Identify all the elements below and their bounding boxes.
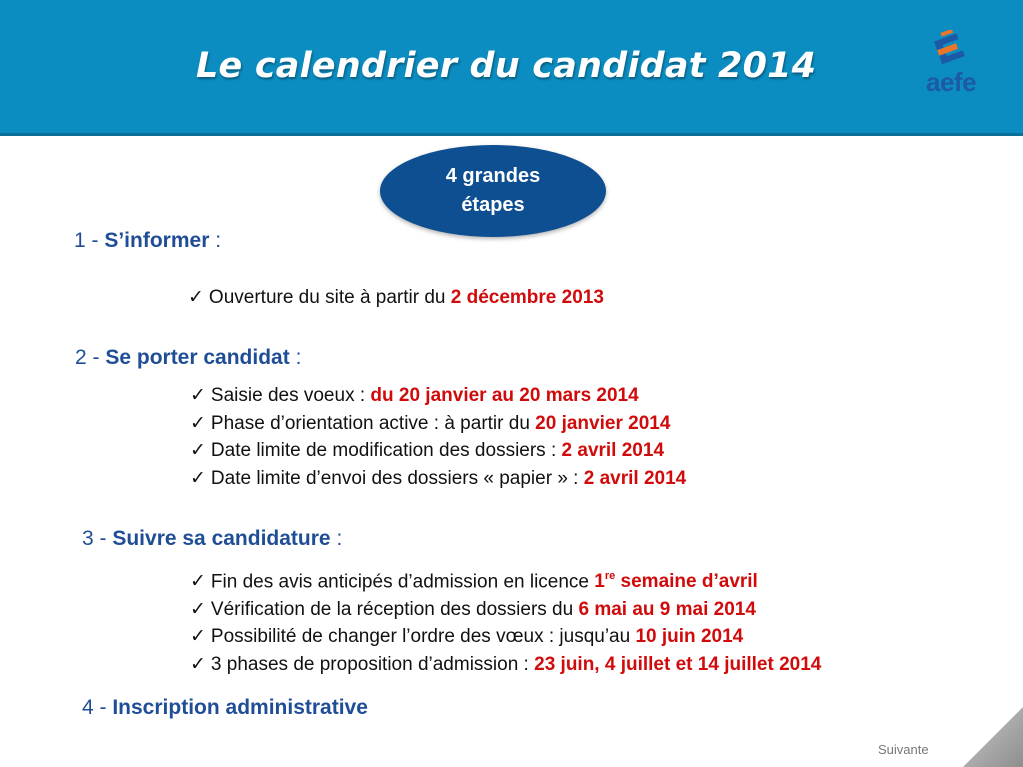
step-number: 2 -	[75, 346, 106, 369]
list-item	[190, 437, 686, 465]
item-text: Saisie des voeux :	[210, 385, 371, 406]
item-date-ordinal: 1	[594, 571, 605, 593]
badge-line-2: étapes	[461, 194, 525, 216]
item-date: 2 avril 2014	[561, 440, 665, 461]
item-date: 20 janvier 2014	[535, 412, 671, 434]
logo-mark-icon	[930, 30, 974, 70]
next-slide-link[interactable]: Suivante	[878, 742, 929, 757]
item-text: Date limite d’envoi des dossiers « papier » :	[210, 467, 584, 489]
step-colon: :	[209, 229, 222, 252]
item-text: 3 phases de proposition d’admission :	[210, 653, 535, 675]
list-item	[190, 596, 821, 624]
item-date: 2 avril 2014	[583, 467, 687, 489]
item-date-rest: semaine d’avril	[615, 571, 758, 593]
step-colon: :	[330, 527, 343, 550]
item-date: 10 juin 2014	[635, 626, 744, 648]
list-item	[190, 410, 686, 438]
checkmark-icon: ✓	[190, 571, 206, 593]
checkmark-icon: ✓	[190, 598, 206, 620]
badge-line-1: 4 grandes	[445, 165, 541, 187]
checkmark-icon: ✓	[190, 653, 206, 675]
step-title: Inscription administrative	[112, 696, 368, 719]
item-date: du 20 janvier au 20 mars 2014	[370, 385, 639, 406]
step-number: 4 -	[82, 696, 113, 719]
item-text: Fin des avis anticipés d’admission en licence	[210, 571, 595, 593]
step-colon: :	[289, 346, 302, 369]
item-date	[594, 571, 758, 592]
item-text: Ouverture du site à partir du	[208, 287, 451, 308]
step-heading-1	[74, 229, 221, 253]
step-title: Suivre sa candidature	[112, 527, 331, 550]
checkmark-icon: ✓	[190, 467, 206, 489]
header-banner	[0, 0, 1023, 136]
checkmark-icon: ✓	[190, 440, 206, 461]
checkmark-icon: ✓	[190, 626, 206, 648]
item-date: 6 mai au 9 mai 2014	[578, 598, 756, 620]
item-date: 2 décembre 2013	[450, 287, 604, 308]
item-text: Possibilité de changer l’ordre des vœux : jusqu’au	[210, 626, 636, 648]
step-heading-2	[75, 346, 301, 370]
list-item	[188, 284, 604, 312]
checkmark-icon: ✓	[188, 287, 204, 308]
item-text: Vérification de la réception des dossiers du	[210, 598, 579, 620]
item-text: Date limite de modification des dossiers :	[210, 440, 562, 461]
stages-badge	[380, 145, 606, 237]
step-number: 1 -	[74, 229, 105, 252]
step-number: 3 -	[82, 527, 113, 550]
step-3-items	[190, 564, 821, 678]
list-item	[190, 465, 686, 493]
list-item	[190, 382, 686, 410]
step-2-items	[190, 382, 686, 492]
list-item	[190, 623, 821, 651]
checkmark-icon: ✓	[190, 412, 206, 434]
item-date-superscript: re	[604, 570, 616, 582]
step-title: S’informer	[104, 229, 210, 252]
step-heading-4	[82, 696, 368, 720]
next-page-corner-icon[interactable]	[963, 707, 1023, 767]
step-heading-3	[82, 527, 342, 551]
step-1-items	[188, 284, 604, 312]
item-text: Phase d’orientation active : à partir du	[210, 412, 536, 434]
list-item	[190, 564, 821, 596]
list-item	[190, 651, 821, 679]
logo-text: aefe	[926, 67, 977, 97]
page-title: Le calendrier du candidat 2014	[196, 46, 817, 86]
item-date: 23 juin, 4 juillet et 14 juillet 2014	[534, 653, 822, 675]
step-title: Se porter candidat	[105, 346, 290, 369]
checkmark-icon: ✓	[190, 385, 206, 406]
aefe-logo	[918, 30, 998, 102]
